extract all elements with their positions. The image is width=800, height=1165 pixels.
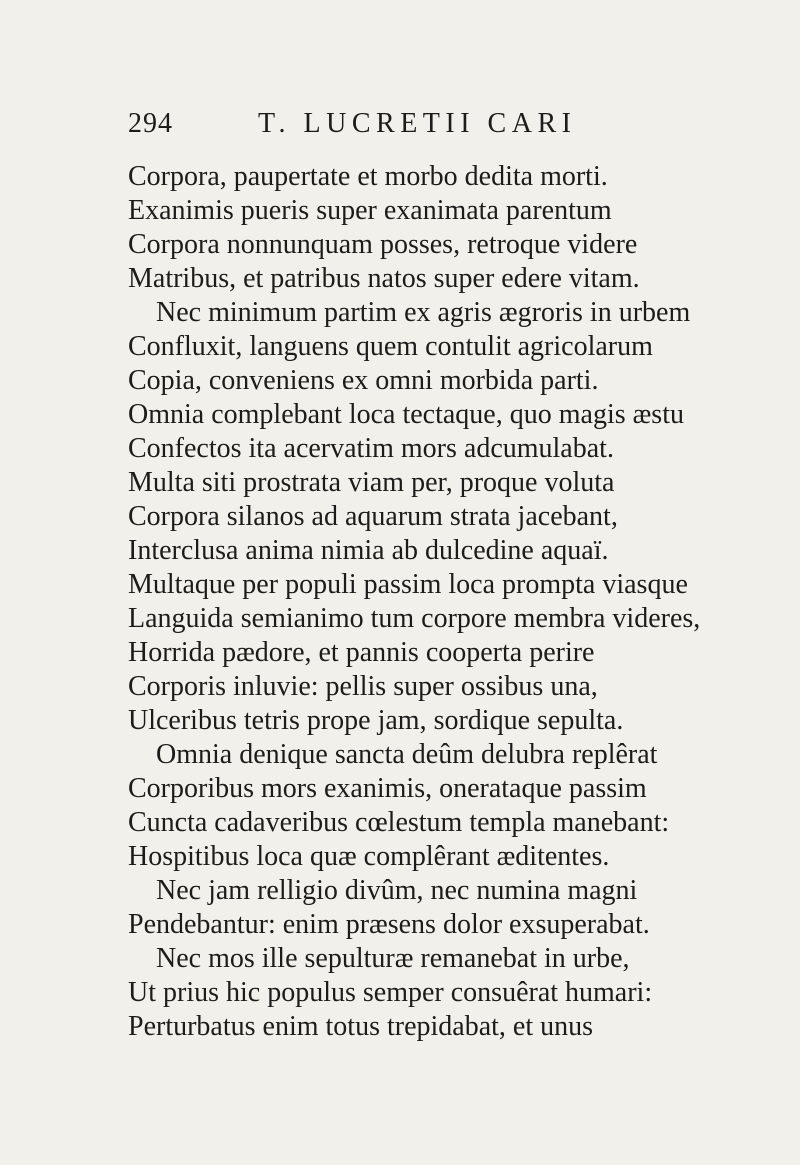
verse-line: Perturbatus enim totus trepidabat, et unus <box>128 1011 594 1042</box>
verse-line: Ut prius hic populus semper consuêrat humari: <box>128 977 653 1008</box>
verse-line: Omnia denique sancta deûm delubra replêrat <box>156 739 658 770</box>
verse-line: Corpora silanos ad aquarum strata jacebant, <box>128 501 618 532</box>
verse-line: Confluxit, languens quem contulit agricolarum <box>128 331 653 362</box>
verse-line: Nec minimum partim ex agris ægroris in urbem <box>156 297 691 328</box>
page-number: 294 <box>128 108 173 139</box>
verse-line: Confectos ita acervatim mors adcumulabat. <box>128 433 614 464</box>
verse-line: Nec mos ille sepulturæ remanebat in urbe, <box>156 943 630 974</box>
verse-line: Exanimis pueris super exanimata parentum <box>128 195 612 226</box>
verse-line: Interclusa anima nimia ab dulcedine aquaï. <box>128 535 609 566</box>
verse-line: Nec jam relligio divûm, nec numina magni <box>156 875 638 906</box>
verse-line: Corpora, paupertate et morbo dedita morti. <box>128 161 608 192</box>
verse-line: Matribus, et patribus natos super edere vitam. <box>128 263 640 294</box>
verse-line: Cuncta cadaveribus cœlestum templa manebant: <box>128 807 670 838</box>
running-title: T. LUCRETII CARI <box>258 108 577 139</box>
verse-line: Horrida pædore, et pannis cooperta perire <box>128 637 595 668</box>
verse-line: Copia, conveniens ex omni morbida parti. <box>128 365 599 396</box>
verse-line: Hospitibus loca quæ complêrant æditentes. <box>128 841 610 872</box>
verse-line: Multa siti prostrata viam per, proque voluta <box>128 467 615 498</box>
verse-line: Omnia complebant loca tectaque, quo magis æstu <box>128 399 684 430</box>
verse-line: Corporibus mors exanimis, onerataque passim <box>128 773 647 804</box>
verse-line: Corporis inluvie: pellis super ossibus una, <box>128 671 598 702</box>
verse-line: Languida semianimo tum corpore membra videres, <box>128 603 701 634</box>
verse-line: Ulceribus tetris prope jam, sordique sepulta. <box>128 705 624 736</box>
verse-line: Pendebantur: enim præsens dolor exsuperabat. <box>128 909 650 940</box>
page-header <box>128 108 648 148</box>
verse-line: Corpora nonnunquam posses, retroque videre <box>128 229 638 260</box>
verse-line: Multaque per populi passim loca prompta viasque <box>128 569 688 600</box>
